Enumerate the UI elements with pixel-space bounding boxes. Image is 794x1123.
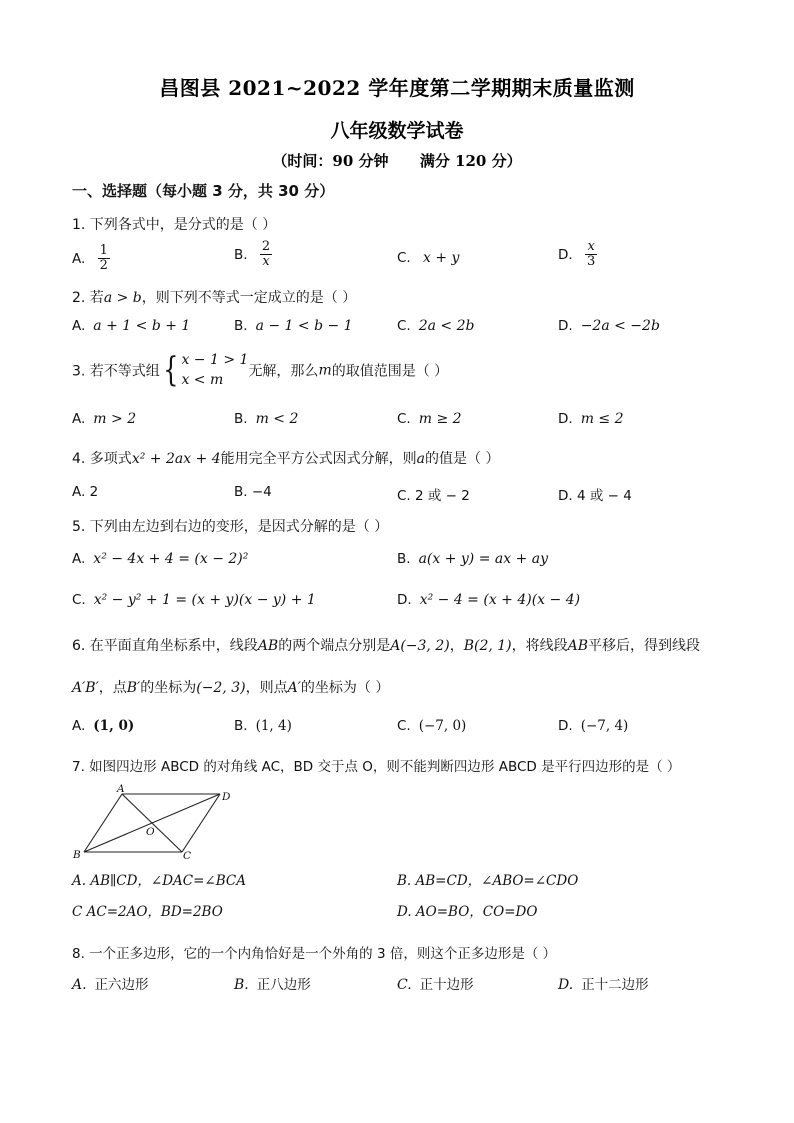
question-4-option-b: B. −4 [234,484,272,500]
question-6-stem-line-1: 6. 在平面直角坐标系中，线段AB的两个端点分别是A(−3, 2)，B(2, 1)，将线段AB平移后，得到线段 [72,638,701,654]
question-6-option-a: A. (1, 0) [72,718,135,734]
question-3-option-b: B. m < 2 [234,411,299,427]
question-1-option-b: B. $\frac{2}{x}$ [234,239,271,270]
question-3-option-c: C. m ≥ 2 [397,411,462,427]
question-6-option-b: B. (1, 4) [234,718,292,734]
question-6-stem-line-2: A′B′，点B′的坐标为(−2, 3)，则点A′的坐标为（ ） [72,680,390,696]
question-2-option-c: C. 2a < 2b [397,318,475,334]
question-8-option-d: D. 正十二边形 [558,977,649,993]
question-2-option-a: A. a + 1 < b + 1 [72,318,191,334]
exam-title: 昌图县 2021~2022 学年度第二学期期末质量监测 [159,76,635,100]
question-5-option-c: C. x² − y² + 1 = (x + y)(x − y) + 1 [72,592,316,608]
question-3-option-a: A. m > 2 [72,411,137,427]
label-c: C [183,850,192,862]
question-5-stem: 5. 下列由左边到右边的变形，是因式分解的是（ ） [72,519,389,535]
question-7-option-c: C AC=2AO，BD=2BO [72,904,223,920]
question-2-option-d: D. −2a < −2b [558,318,660,334]
question-8-option-b: B. 正八边形 [234,977,311,993]
label-d: D [222,791,231,803]
question-1-option-a: A. $\frac{1}{2}$ [72,243,108,274]
question-3-stem: 3. 若不等式组{ x − 1 > 1 x < m 无解，那么m的取值范围是（ ） [72,350,449,391]
question-4-option-a: A. 2 [72,484,99,500]
question-7-option-b: B. AB=CD，∠ABO=∠CDO [397,873,579,889]
question-3-option-d: D. m ≤ 2 [558,411,624,427]
inequality-system: { x − 1 > 1 x < m [163,350,249,391]
question-1-option-c: C. x + y [397,250,460,266]
question-5-option-b: B. a(x + y) = ax + ay [397,551,549,567]
question-2-stem: 2. 若a > b，则下列不等式一定成立的是（ ） [72,290,357,306]
question-4-stem: 4. 多项式x² + 2ax + 4能用完全平方公式因式分解，则a的值是（ ） [72,451,500,467]
diagonal-bd [84,794,220,852]
question-5-option-d: D. x² − 4 = (x + 4)(x − 4) [397,592,581,608]
question-8-stem: 8. 一个正多边形，它的一个内角恰好是一个外角的 3 倍，则这个正多边形是（ ） [72,946,557,962]
question-6-option-d: D. (−7, 4) [558,718,629,734]
question-4-option-d: D. 4 或 − 4 [558,488,632,504]
fraction: $\frac{1}{2}$ [99,243,108,274]
question-8-option-c: C. 正十边形 [397,977,474,993]
question-2-option-b: B. a − 1 < b − 1 [234,318,353,334]
label-a: A [117,783,125,795]
fraction: $\frac{x}{3}$ [586,239,596,270]
question-1-option-d: D. $\frac{x}{3}$ [558,239,596,270]
question-1-stem: 1. 下列各式中，是分式的是（ ） [72,217,277,233]
label-b: B [73,849,81,861]
question-6-option-c: C. (−7, 0) [397,718,467,734]
label-o: O [146,826,155,838]
question-4-option-c: C. 2 或 − 2 [397,488,470,504]
exam-subtitle: 八年级数学试卷 [330,120,464,142]
question-7-option-a: A. AB∥CD，∠DAC=∠BCA [72,873,246,889]
exam-info: （时间：90 分钟 满分 120 分） [272,152,522,170]
section-heading: 一、选择题（每小题 3 分，共 30 分） [72,182,335,200]
question-8-option-a: A. 正六边形 [72,977,149,993]
parallelogram-figure [70,782,240,864]
question-5-option-a: A. x² − 4x + 4 = (x − 2)² [72,551,249,567]
question-7-option-d: D. AO=BO，CO=DO [397,904,538,920]
question-7-stem: 7. 如图四边形 ABCD 的对角线 AC，BD 交于点 O，则不能判断四边形 ABCD 是平行四边形的是（ ） [72,759,681,775]
fraction: $\frac{2}{x}$ [261,239,271,270]
